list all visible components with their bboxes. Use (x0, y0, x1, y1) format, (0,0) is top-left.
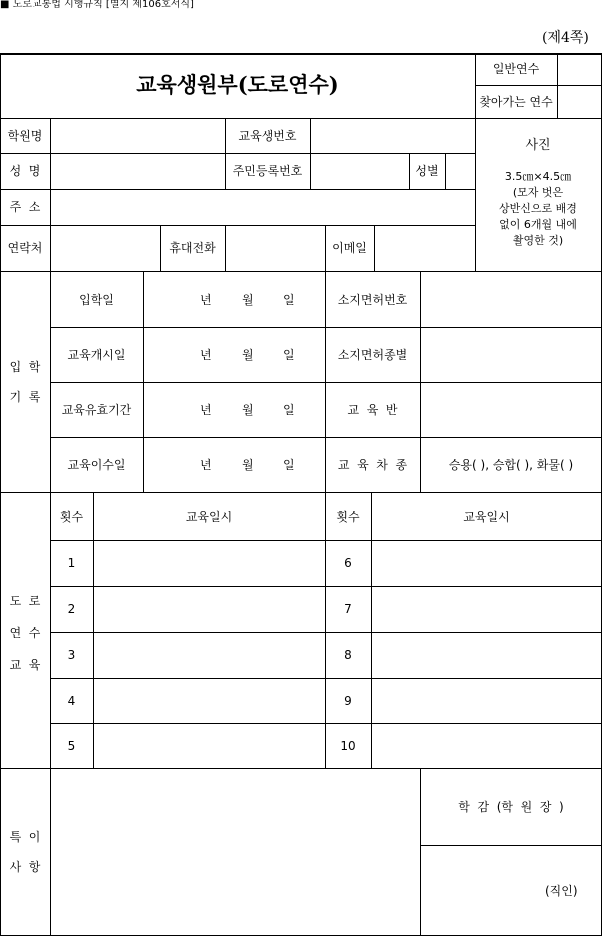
road-section-label-3: 교 육 (9, 658, 41, 672)
session-datetime-field[interactable] (372, 541, 601, 586)
student-no-field[interactable] (311, 119, 475, 153)
course-general-label: 일반연수 (492, 62, 540, 76)
ymd-year: 년 (200, 403, 212, 417)
resident-no-label: 주민등록번호 (232, 164, 303, 178)
session-datetime-field[interactable] (94, 587, 325, 632)
ymd-day: 일 (283, 293, 295, 307)
photo-note-4: 촬영한 것) (512, 234, 564, 247)
training-valid-period-label: 교육유효기간 (61, 403, 132, 417)
ymd-day: 일 (283, 458, 295, 472)
seal-label: (직인) (545, 884, 578, 898)
session-datetime-field[interactable] (94, 541, 325, 586)
class-label: 교 육 반 (347, 403, 398, 417)
student-no-label: 교육생번호 (238, 129, 297, 143)
session-number: 5 (67, 739, 76, 753)
course-visiting-checkbox[interactable] (558, 86, 601, 118)
ymd-month: 월 (242, 403, 254, 417)
training-start-label: 교육개시일 (67, 348, 126, 362)
ymd-day: 일 (283, 403, 295, 417)
gender-field[interactable] (446, 154, 475, 189)
datetime-header-left: 교육일시 (185, 510, 233, 524)
ymd-month: 월 (242, 458, 254, 472)
photo-size: 3.5㎝×4.5㎝ (504, 170, 572, 183)
address-field[interactable] (51, 190, 475, 225)
vehicle-type-label: 교 육 차 종 (337, 458, 408, 472)
seal-area[interactable] (421, 846, 601, 935)
session-number: 4 (67, 694, 76, 708)
ymd-month: 월 (242, 348, 254, 362)
datetime-header-right: 교육일시 (463, 510, 510, 524)
admission-section-label-2: 기 록 (9, 390, 41, 404)
session-number: 2 (67, 602, 76, 616)
session-datetime-field[interactable] (94, 633, 325, 678)
road-section-label-2: 연 수 (9, 626, 41, 640)
resident-no-field[interactable] (311, 154, 409, 189)
ymd-day: 일 (283, 348, 295, 362)
license-type-field[interactable] (421, 328, 601, 382)
session-number: 6 (344, 556, 352, 570)
school-name-label: 학원명 (7, 129, 43, 143)
page-number: (제4쪽) (542, 30, 589, 46)
session-datetime-field[interactable] (94, 679, 325, 723)
class-field[interactable] (421, 383, 601, 437)
vehicle-type-options[interactable]: 승용( ), 승합( ), 화물( ) (448, 458, 574, 472)
license-no-label: 소지면허번호 (337, 293, 408, 307)
count-header-left: 횟수 (59, 510, 84, 524)
ymd-month: 월 (242, 293, 254, 307)
session-number: 8 (344, 648, 352, 662)
address-label: 주 소 (9, 200, 41, 214)
email-field[interactable] (375, 226, 475, 271)
photo-note-1: (모자 벗은 (512, 186, 564, 199)
school-name-field[interactable] (51, 119, 225, 153)
photo-note-2: 상반신으로 배경 (499, 202, 577, 215)
admission-section-label-1: 입 학 (9, 360, 41, 374)
session-datetime-field[interactable] (372, 679, 601, 723)
name-field[interactable] (51, 154, 225, 189)
session-datetime-field[interactable] (372, 587, 601, 632)
completion-date-label: 교육이수일 (67, 458, 126, 472)
mobile-label: 휴대전화 (169, 241, 216, 255)
form-title: 교육생원부(도로연수) (136, 72, 339, 97)
gender-label: 성별 (415, 164, 439, 178)
license-type-label: 소지면허종별 (337, 348, 408, 362)
session-number: 1 (67, 556, 76, 570)
course-general-checkbox[interactable] (558, 54, 601, 85)
remarks-label-1: 특 이 (9, 830, 41, 844)
remarks-field[interactable] (51, 769, 420, 935)
session-number: 7 (344, 602, 352, 616)
session-number: 3 (67, 648, 76, 662)
ymd-year: 년 (200, 458, 212, 472)
license-no-field[interactable] (421, 272, 601, 327)
director-label: 학 감 (학 원 장 ) (458, 800, 564, 814)
ymd-year: 년 (200, 293, 212, 307)
photo-label: 사진 (525, 138, 551, 153)
session-datetime-field[interactable] (372, 724, 601, 768)
session-datetime-field[interactable] (94, 724, 325, 768)
course-visiting-label: 찾아가는 연수 (479, 95, 553, 109)
photo-note-3: 없이 6개월 내에 (499, 218, 577, 231)
session-number: 10 (340, 739, 356, 753)
contact-field[interactable] (51, 226, 160, 271)
mobile-field[interactable] (226, 226, 325, 271)
name-label: 성 명 (9, 164, 41, 178)
remarks-label-2: 사 항 (9, 860, 41, 874)
email-label: 이메일 (332, 241, 367, 255)
session-number: 9 (344, 694, 352, 708)
admission-date-label: 입학일 (79, 293, 114, 307)
count-header-right: 횟수 (336, 510, 360, 524)
road-section-label-1: 도 로 (9, 594, 41, 608)
session-datetime-field[interactable] (372, 633, 601, 678)
ymd-year: 년 (200, 348, 212, 362)
contact-label: 연락처 (7, 241, 43, 255)
form-reference: ■ 도로교통법 시행규칙 [별지 제106호서식] (0, 0, 194, 10)
